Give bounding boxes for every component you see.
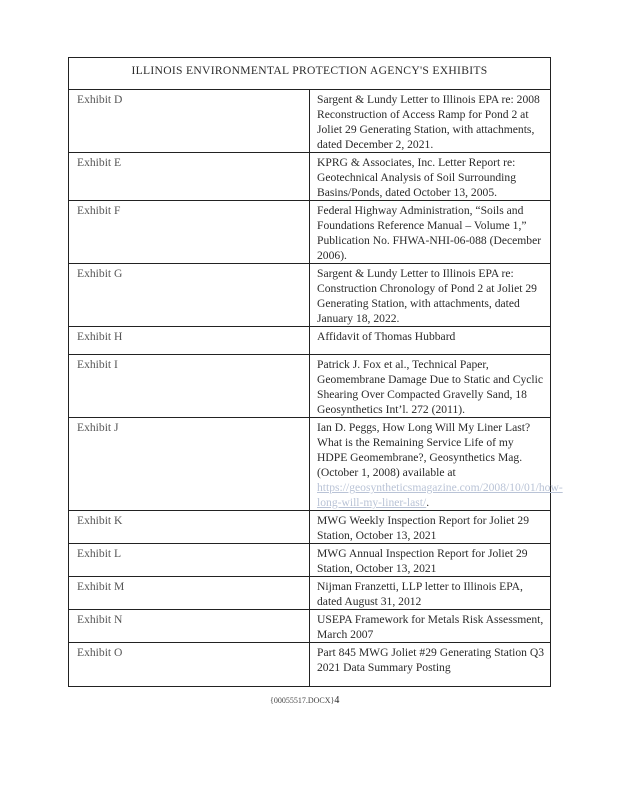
exhibit-description: MWG Weekly Inspection Report for Joliet 29 Station, October 13, 2021 — [310, 511, 551, 544]
exhibit-description: MWG Annual Inspection Report for Joliet 29 Station, October 13, 2021 — [310, 544, 551, 577]
exhibit-label: Exhibit L — [69, 544, 310, 577]
table-row — [69, 153, 551, 201]
exhibit-label: Exhibit E — [69, 153, 310, 201]
exhibit-label: Exhibit G — [69, 264, 310, 327]
exhibit-description: Sargent & Lundy Letter to Illinois EPA re: 2008 Reconstruction of Access Ramp for Pond 2 at Joliet 29 Generating Station, with attachments, dated December 2, 2021. — [310, 90, 551, 153]
exhibit-description: Nijman Franzetti, LLP letter to Illinois EPA, dated August 31, 2012 — [310, 577, 551, 610]
table-row — [69, 418, 551, 511]
exhibit-link[interactable]: https://geosyntheticsmagazine.com/2008/10/01/how-long-will-my-liner-last/ — [317, 481, 563, 509]
table-row — [69, 264, 551, 327]
exhibit-description: Sargent & Lundy Letter to Illinois EPA re: Construction Chronology of Pond 2 at Joliet 29 Generating Station, with attachments, dated January 18, 2022. — [310, 264, 551, 327]
exhibits-table — [68, 57, 563, 687]
table-row — [69, 610, 551, 643]
table-row — [69, 327, 551, 355]
exhibit-label: Exhibit I — [69, 355, 310, 418]
exhibit-label: Exhibit O — [69, 643, 310, 687]
table-row — [69, 544, 551, 577]
table-row — [69, 90, 551, 153]
exhibit-description — [310, 418, 563, 511]
exhibit-description: Affidavit of Thomas Hubbard — [310, 327, 551, 355]
exhibit-label: Exhibit H — [69, 327, 310, 355]
exhibit-label: Exhibit M — [69, 577, 310, 610]
exhibit-label: Exhibit F — [69, 201, 310, 264]
exhibit-description: Patrick J. Fox et al., Technical Paper, Geomembrane Damage Due to Static and Cyclic Shearing Over Compacted Gravelly Sand, 18 Geosynthetics Int’l. 272 (2011). — [310, 355, 551, 418]
exhibit-description-text: Ian D. Peggs, How Long Will My Liner Last? What is the Remaining Service Life of my HDPE Geomembrane?, Geosynthetics Mag. (October 1, 2008) available at — [317, 421, 531, 479]
page-number: 4 — [334, 695, 340, 706]
table-row — [69, 355, 551, 418]
exhibit-description: Part 845 MWG Joliet #29 Generating Station Q3 2021 Data Summary Posting — [310, 643, 551, 687]
table-row — [69, 201, 551, 264]
document-id: {00055517.DOCX} — [270, 696, 335, 705]
page-footer — [270, 695, 339, 706]
exhibit-description: Federal Highway Administration, “Soils and Foundations Reference Manual – Volume 1,” Publication No. FHWA-NHI-06-088 (December 2006). — [310, 201, 551, 264]
exhibit-label: Exhibit D — [69, 90, 310, 153]
exhibit-description-end: . — [426, 496, 430, 509]
table-row — [69, 511, 551, 544]
table-row — [69, 577, 551, 610]
exhibit-label: Exhibit J — [69, 418, 310, 511]
table-row — [69, 643, 551, 687]
table-title: ILLINOIS ENVIRONMENTAL PROTECTION AGENCY'S EXHIBITS — [69, 58, 551, 90]
exhibit-label: Exhibit K — [69, 511, 310, 544]
exhibit-description: KPRG & Associates, Inc. Letter Report re: Geotechnical Analysis of Soil Surrounding Basins/Ponds, dated October 13, 2005. — [310, 153, 551, 201]
exhibit-label: Exhibit N — [69, 610, 310, 643]
exhibit-description: USEPA Framework for Metals Risk Assessment, March 2007 — [310, 610, 551, 643]
